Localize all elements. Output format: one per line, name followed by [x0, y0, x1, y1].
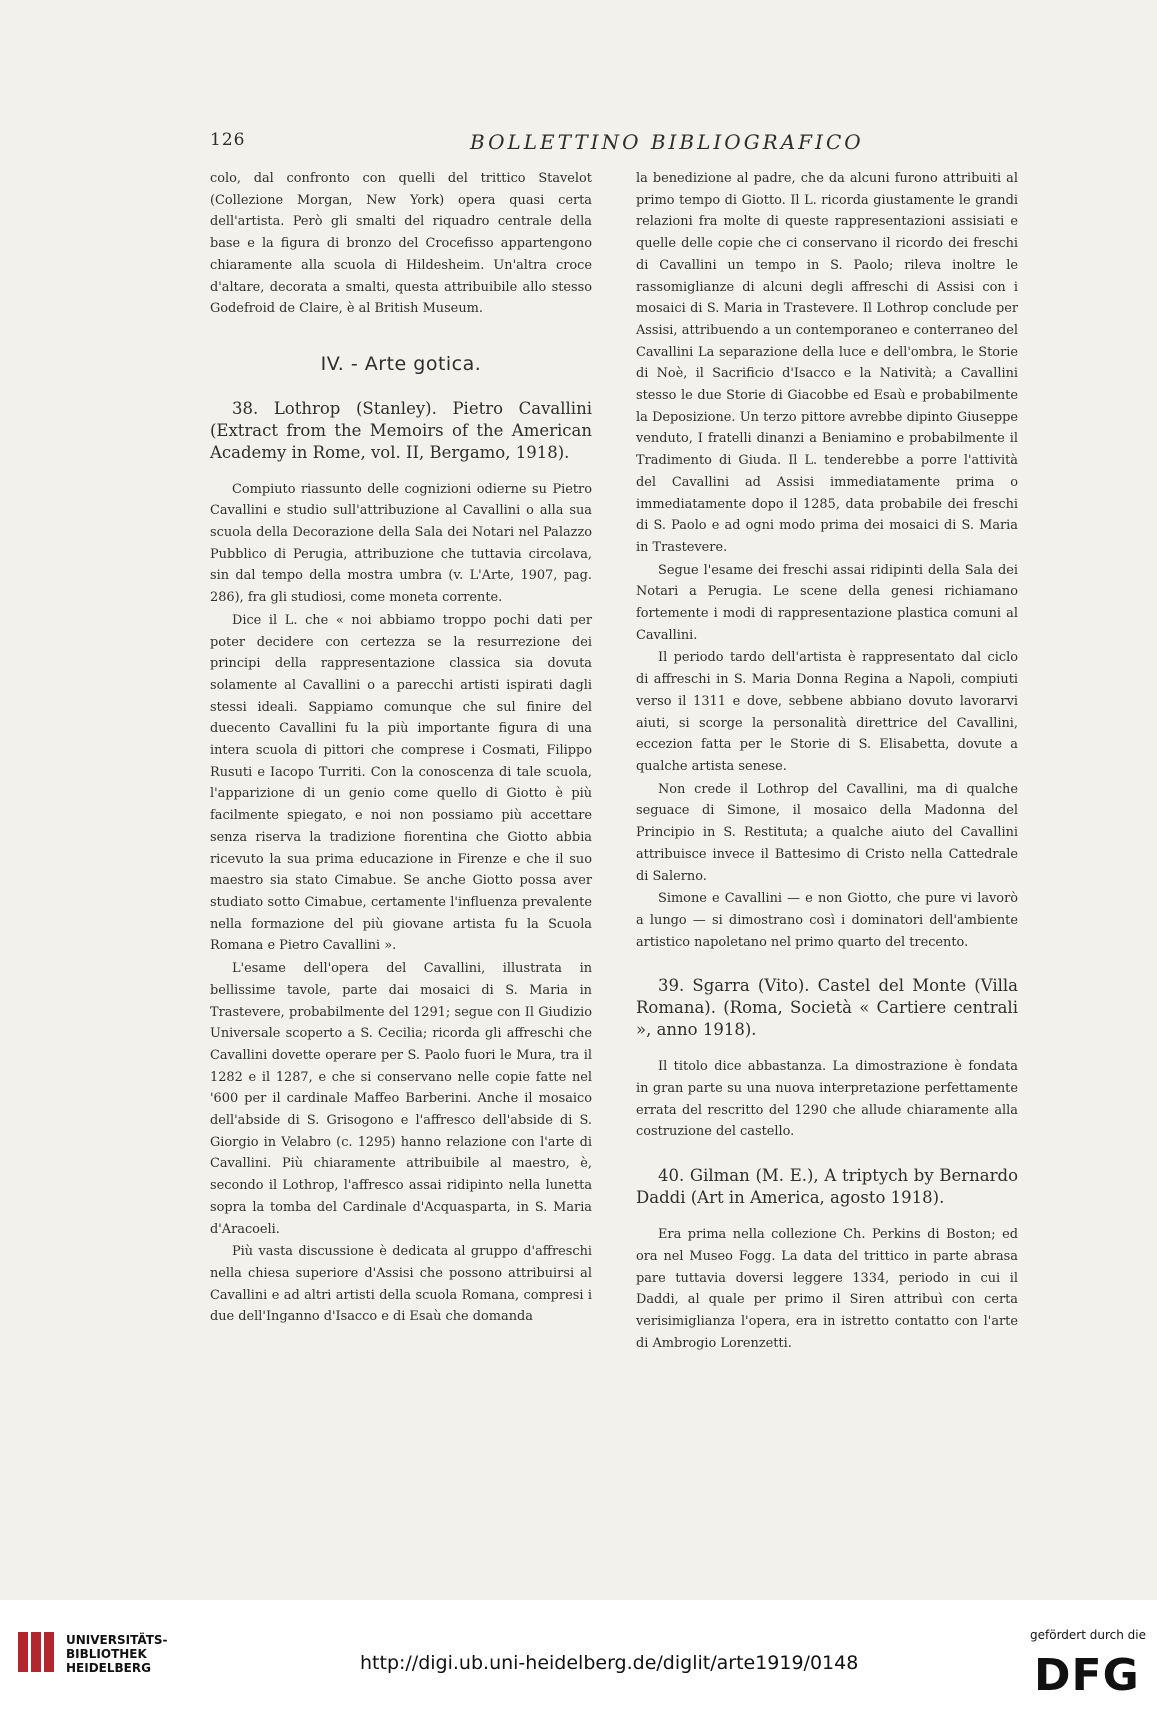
paragraph: Più vasta discussione è dedicata al gruppo d'affreschi nella chiesa superiore d'Assisi che possono attribuirsi al Cavallini e ad altri artisti della scuola Romana, compresi i due dell'Inganno d'Isacco e di Esaù che domanda [210, 1244, 592, 1325]
institution-name: UNIVERSITÄTS- BIBLIOTHEK HEIDELBERG [66, 1633, 168, 1675]
paragraph: Il periodo tardo dell'artista è rappresentato dal ciclo di affreschi in S. Maria Donna Regina a Napoli, compiuti verso il 1311 e dove, sebbene abbiano dovuto lavorarvi aiuti, si scorge la personalità direttrice del Cavallini, eccezion fatta per le Storie di S. Elisabetta, dovute a qualche artista senese. [636, 650, 1018, 774]
paragraph: Era prima nella collezione Ch. Perkins di Boston; ed ora nel Museo Fogg. La data del trittico in parte abrasa pare tuttavia doversi leggere 1334, periodo in cui il Daddi, al quale per primo il Siren attribuì con certa verisimiglianza l'opera, era in istretto contatto con l'arte di Ambrogio Lorenzetti. [636, 1227, 1018, 1351]
page-header [210, 130, 1050, 160]
paragraph: la benedizione al padre, che da alcuni furono attribuiti al primo tempo di Giotto. Il L. ricorda giustamente le grandi relazioni fra molte di queste rappresentazioni assisiati e quelle delle copie che ci conservano il ricordo dei freschi di Cavallini un tempo in S. Paolo; rileva inoltre le rassomiglianze di alcuni degli affreschi di Assisi con i mosaici di S. Maria in Trastevere. Il Lothrop conclude per Assisi, attribuendo a un contemporaneo e conterraneo del Cavallini La separazione della luce e dell'ombra, le Storie di Noè, il Sacrificio d'Isacco e la Natività; a Cavallini stesso le due Storie di Giacobbe ed Esaù e probabilmente la Deposizione. Un terzo pittore avrebbe dipinto Giuseppe venduto, I fratelli dinanzi a Beniamino e probabilmente il Tradimento di Giuda. Il L. tenderebbe a porre l'attività del Cavallini ad Assisi immediatamente prima o immediatamente dopo il 1285, data probabile dei freschi di S. Paolo e ad ogni modo prima dei mosaici di S. Maria in Trastevere. [636, 171, 1018, 555]
page-number: 126 [210, 130, 246, 150]
right-column [636, 168, 1018, 1354]
left-column [210, 168, 592, 1328]
paragraph: Dice il L. che « noi abbiamo troppo pochi dati per poter decidere con certezza se la resurrezione dei principi della rappresentazione classica sia dovuta solamente al Cavallini o a parecchi artisti ispirati dagli stessi ideali. Sappiamo comunque che sul finire del duecento Cavallini fu la più importante figura di una intera scuola di pittori che comprese i Cosmati, Filippo Rusuti e Iacopo Turriti. Con la conoscenza di tale scuola, l'apparizione di un genio come quello di Giotto è più facilmente spiegato, e noi non possiamo più accettare senza riserva la tradizione fiorentina che Giotto abbia ricevuto la sua prima educazione in Firenze e che il suo maestro sia stato Cimabue. Se anche Giotto possa aver studiato sotto Cimabue, certamente l'influenza prevalente nella formazione del più giovane artista fu la Scuola Romana e Pietro Cavallini ». [210, 612, 592, 954]
entry-heading-39: 39. Sgarra (Vito). Castel del Monte (Villa Romana). (Roma, Società « Cartiere centrali », anno 1918). [636, 976, 1018, 1040]
dfg-logo: DFG [1034, 1650, 1140, 1701]
running-title: BOLLETTINO BIBLIOGRAFICO [470, 130, 864, 154]
paragraph: L'esame dell'opera del Cavallini, illustrata in bellissime tavole, parte dai mosaici di S. Maria in Trastevere, probabilmente del 1291; segue con Il Giudizio Universale scoperto a S. Cecilia; ricorda gli affreschi che Cavallini dovette operare per S. Paolo fuori le Mura, tra il 1282 e il 1287, e che si conservano nelle copie fatte nel '600 per il cardinale Maffeo Barberini. Anche il mosaico dell'abside di S. Grisogono e l'affresco dell'abside di S. Giorgio in Velabro (c. 1295) hanno relazione con l'arte di Cavallini. Più chiaramente attribuibile al maestro, è, secondo il Lothrop, l'affresco assai ridipinto nella lunetta sopra la tomba del Cardinale d'Acquasparta, in S. Maria d'Aracoeli. [210, 961, 592, 1237]
paragraph: Compiuto riassunto delle cognizioni odierne su Pietro Cavallini e studio sull'attribuzione al Cavallini o alla sua scuola della Decorazione della Sala dei Notari nel Palazzo Pubblico di Perugia, attribuzione che tuttavia circolava, sin dal tempo della mostra umbra (v. L'Arte, 1907, pag. 286), fra gli studiosi, come moneta corrente. [210, 481, 592, 606]
entry-heading-40: 40. Gilman (M. E.), A triptych by Bernardo Daddi (Art in America, agosto 1918). [636, 1166, 1018, 1208]
entry-heading-38: 38. Lothrop (Stanley). Pietro Cavallini (Extract from the Memoirs of the American Academy in Rome, vol. II, Bergamo, 1918). [210, 398, 592, 462]
paragraph: Simone e Cavallini — e non Giotto, che pure vi lavorò a lungo — si dimostrano così i dominatori dell'ambiente artistico napoletano nel primo quarto del trecento. [636, 891, 1018, 950]
funding-text: gefördert durch die [1030, 1628, 1146, 1642]
paragraph: Segue l'esame dei freschi assai ridipinti della Sala dei Notari a Perugia. Le scene della genesi richiamano fortemente i modi di rappresentazione plastica comuni al Cavallini. [636, 562, 1018, 643]
section-title: IV. - Arte gotica. [320, 352, 482, 375]
digitization-footer [0, 1600, 1157, 1719]
source-url-link[interactable]: http://digi.ub.uni-heidelberg.de/diglit/arte1919/0148 [360, 1652, 859, 1674]
university-seal-icon [16, 1628, 56, 1676]
paragraph: Non crede il Lothrop del Cavallini, ma di qualche seguace di Simone, il mosaico della Madonna del Principio in S. Restituta; a qualche aiuto del Cavallini attribuisce invece il Battesimo di Cristo nella Cattedrale di Salerno. [636, 781, 1018, 884]
paragraph: Il titolo dice abbastanza. La dimostrazione è fondata in gran parte su una nuova interpretazione perfettamente errata del rescritto del 1290 che allude chiaramente alla costruzione del castello. [636, 1059, 1018, 1140]
paragraph: colo, dal confronto con quelli del trittico Stavelot (Collezione Morgan, New York) opera quasi certa dell'artista. Però gli smalti del riquadro centrale della base e la figura di bronzo del Crocefisso appartengono chiaramente alla scuola di Hildesheim. Un'altra croce d'altare, decorata a smalti, questa attribuibile allo stesso Godefroid de Claire, è al British Museum. [210, 171, 592, 317]
